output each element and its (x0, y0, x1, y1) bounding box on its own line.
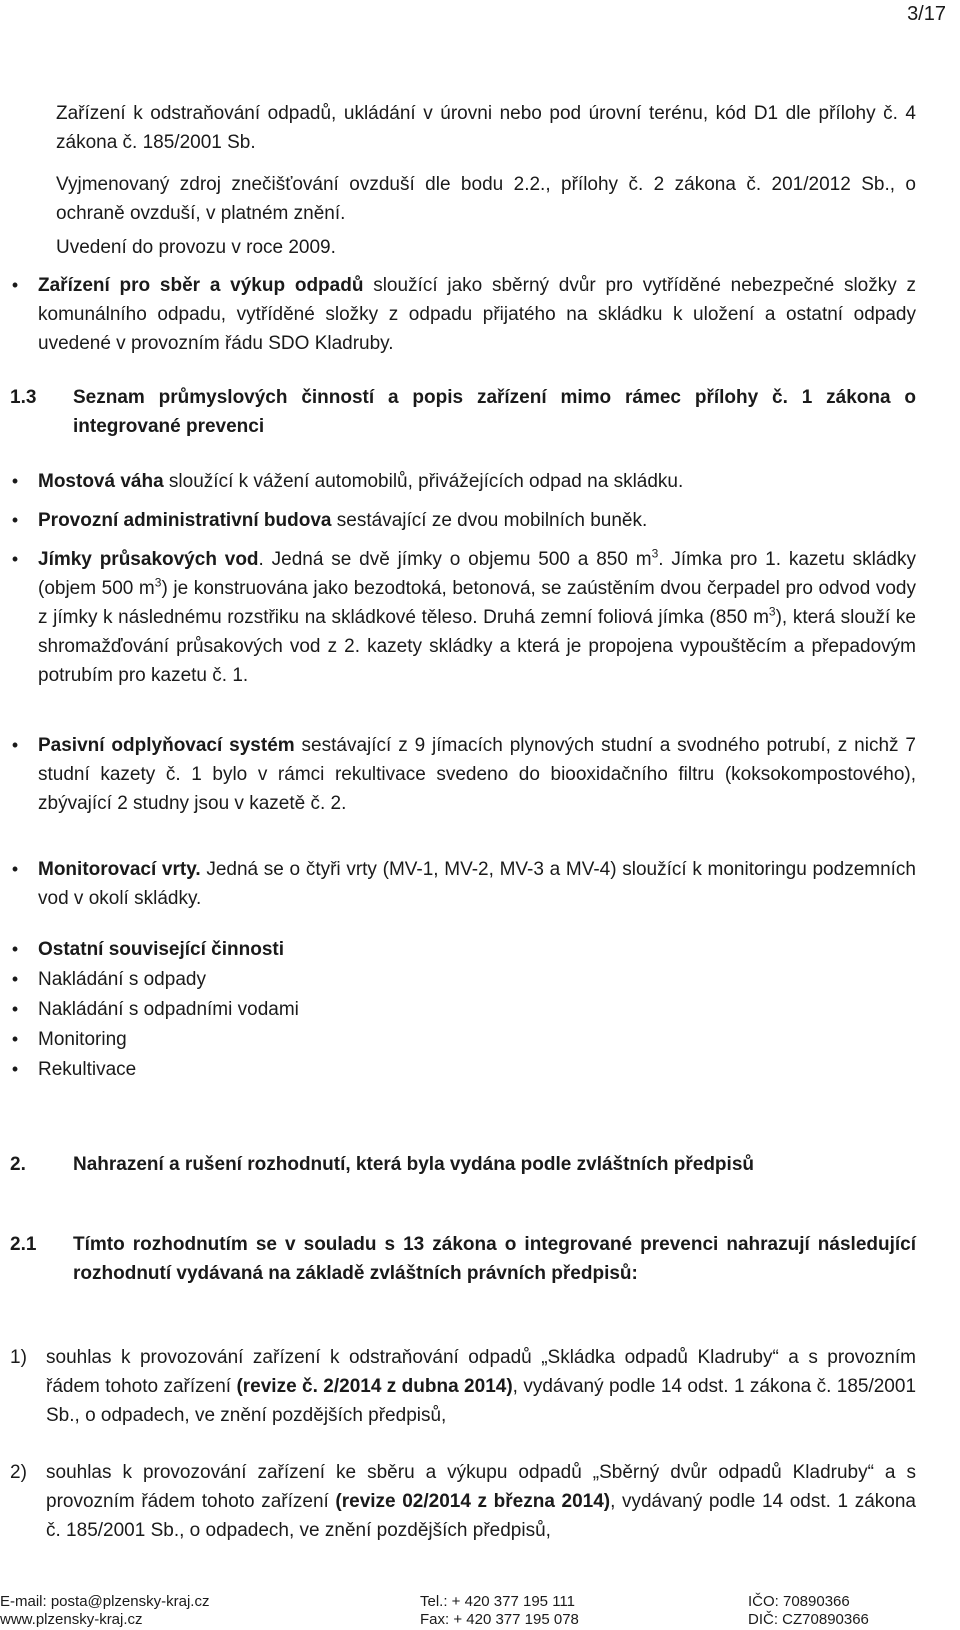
list-item-text: Monitoring (38, 1029, 127, 1050)
bullet-icon: • (11, 549, 19, 569)
bullet-icon: • (11, 735, 19, 755)
section-title: Nahrazení a rušení rozhodnutí, která byla vydána podle zvláštních předpisů (73, 1154, 754, 1175)
bullet-icon: • (11, 1029, 19, 1049)
list-item (10, 1055, 916, 1085)
list-item (46, 1458, 916, 1545)
bullet-bold-label: Provozní administrativní budova (38, 510, 332, 531)
superscript: 3 (768, 604, 776, 619)
bullet-icon: • (11, 275, 19, 295)
intro-paragraph-3: Uvedení do provozu v roce 2009. (56, 237, 336, 258)
bullet-item-mostova-vaha (10, 467, 916, 496)
bullet-icon: • (11, 471, 19, 491)
list-item-text: Nakládání s odpady (38, 969, 206, 990)
bullet-bold-label: Mostová váha (38, 471, 164, 492)
list-number: 1) (10, 1347, 27, 1368)
footer-dic: DIČ: CZ70890366 (748, 1611, 869, 1628)
bullet-item-budova (10, 506, 916, 535)
list-item-text: , vydávaný podle 14 odst. 1 zákona č. 185/2001 Sb., o odpadech, ve znění pozdějších předpisů, (46, 1491, 916, 1541)
footer-phone: Tel.: + 420 377 195 111 (420, 1593, 575, 1610)
bullet-icon: • (11, 859, 19, 879)
bullet-icon: • (11, 999, 19, 1019)
intro-paragraph-1: Zařízení k odstraňování odpadů, ukládání v úrovni nebo pod úrovní terénu, kód D1 dle přílohy č. 4 zákona č. 185/2001 Sb. (56, 103, 916, 153)
list-item-text: Rekultivace (38, 1059, 137, 1080)
list-item-text: , vydávaný podle 14 odst. 1 zákona č. 185/2001 Sb., o odpadech, ve znění pozdějších předpisů, (46, 1376, 917, 1426)
bullet-icon: • (11, 939, 19, 959)
bullet-icon: • (11, 1059, 19, 1079)
list-item (10, 965, 916, 995)
bullet-item-sberny-dvur (10, 271, 916, 358)
list-item-text: souhlas k provozování zařízení k odstraňování odpadů „Skládka odpadů Kladruby“ a s provozním řádem tohoto zařízení (46, 1347, 916, 1397)
bullet-item-odplynovani (10, 731, 916, 818)
section-title: Tímto rozhodnutím se v souladu s 13 zákona o integrované prevenci nahrazují následující rozhodnutí vydávaná na základě zvláštních právních předpisů: (73, 1234, 916, 1284)
list-item (10, 995, 916, 1025)
bullet-text: sestávající ze dvou mobilních buněk. (331, 510, 648, 531)
section-number: 2.1 (10, 1234, 37, 1255)
section-title: Seznam průmyslových činností a popis zařízení mimo rámec přílohy č. 1 zákona o integrované prevenci (73, 387, 916, 437)
bullet-text: . Jedná se dvě jímky o objemu 500 a 850 m (258, 549, 652, 570)
list-item (10, 935, 916, 965)
bullet-bold-label: Zařízení pro sběr a výkup odpadů (38, 275, 364, 296)
list-item-text: Nakládání s odpadními vodami (38, 999, 299, 1020)
superscript: 3 (651, 546, 659, 561)
bullet-item-jimky (10, 545, 916, 690)
bullet-bold-label: Monitorovací vrty. (38, 859, 201, 880)
bullet-text: sloužící jako sběrný dvůr pro vytříděné nebezpečné složky z komunálního odpadu, vytříděné složky z odpadu přijatého na skládku k uložení a ostatní odpady uvedené v provozním řádu SDO Kladruby. (38, 275, 916, 354)
list-item (10, 1025, 916, 1055)
list-item-text: souhlas k provozování zařízení ke sběru a výkupu odpadů „Sběrný dvůr odpadů Kladruby“ a s provozním řádem tohoto zařízení (46, 1462, 916, 1512)
list-item (46, 1343, 916, 1430)
list-number: 2) (10, 1462, 27, 1483)
bullet-text: ) je konstruována jako bezodtoká, betonová, se zaústěním dvou čerpadel pro odvod vody z jímky k následnému rozstřiku na skládkové těleso. Druhá zemní foliová jímka (850 m (38, 578, 916, 628)
bullet-text: . Jímka pro 1. kazetu skládky (objem 500 m (38, 549, 916, 599)
bullet-icon: • (11, 969, 19, 989)
bullet-text: ), která slouží ke shromažďování průsakových vod z 2. kazety skládky a která je propojena vypouštěcím a přepadovým potrubím pro kazetu č. 1. (38, 607, 916, 686)
bullet-bold-label: Jímky průsakových vod (38, 549, 259, 570)
list-item-text: Ostatní související činnosti (38, 939, 285, 960)
bullet-icon: • (11, 510, 19, 530)
list-item-bold: (revize 02/2014 z března 2014) (335, 1491, 611, 1512)
footer-email[interactable]: E-mail: posta@plzensky-kraj.cz (0, 1593, 210, 1610)
section-number: 2. (10, 1154, 26, 1175)
list-item-bold: (revize č. 2/2014 z dubna 2014) (236, 1376, 513, 1397)
footer-website[interactable]: www.plzensky-kraj.cz (0, 1611, 143, 1628)
superscript: 3 (154, 575, 162, 590)
bullet-text: sestávající z 9 jímacích plynových studní a svodného potrubí, z nichž 7 studní kazety č. 1 bylo v rámci rekultivace svedeno do biooxidačního filtru (koksokompostového), zbývající 2 studny jsou v kazetě č. 2. (38, 735, 916, 814)
bullet-bold-label: Pasivní odplyňovací systém (38, 735, 295, 756)
bullet-text: sloužící k vážení automobilů, přivážejících odpad na skládku. (163, 471, 684, 492)
footer-ico: IČO: 70890366 (748, 1593, 850, 1610)
section-number: 1.3 (10, 387, 37, 408)
bullet-item-monitorovaci-vrty (10, 855, 916, 913)
intro-paragraph-2: Vyjmenovaný zdroj znečišťování ovzduší dle bodu 2.2., přílohy č. 2 zákona č. 201/2012 Sb., o ochraně ovzduší, v platném znění. (56, 174, 916, 224)
page-number: 3/17 (907, 3, 946, 25)
footer-fax: Fax: + 420 377 195 078 (420, 1611, 579, 1628)
bullet-list-ostatni (10, 935, 916, 1085)
bullet-text: Jedná se o čtyři vrty (MV-1, MV-2, MV-3 a MV-4) sloužící k monitoringu podzemních vod v okolí skládky. (38, 859, 916, 909)
